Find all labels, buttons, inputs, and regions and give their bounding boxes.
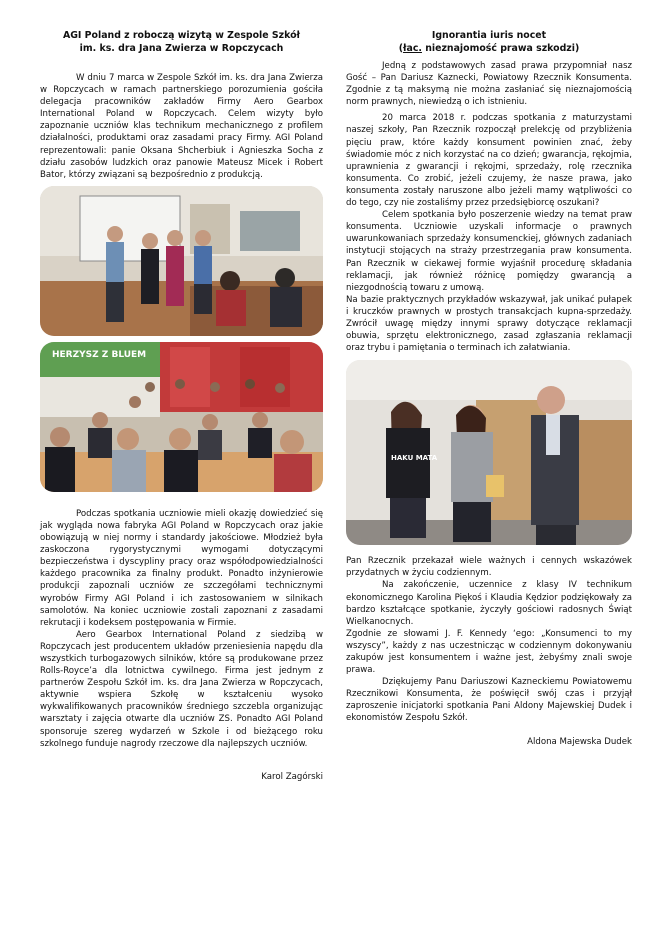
left-author-signature: Karol Zagórski <box>261 771 323 782</box>
right-article-title: Ignorantia iuris nocet (łac. nieznajomość prawa szkodzi) <box>398 30 580 54</box>
classroom-presentation-photo <box>40 186 323 336</box>
students-group-photo <box>40 342 323 492</box>
right-author-signature: Aldona Majewska Dudek <box>527 736 632 747</box>
right-paragraph-2: 20 marca 2018 r. podczas spotkania z maturzystami naszej szkoły, Pan Rzecznik rozpoczął prelekcję od przybliżenia pięciu praw, które każdy konsument powinien znać, żeby świadomie móc z nich korzystać na co dzień; gwarancja, rękojmia, uprawnienia z gwarancji i rękojmi, sprzedaży, rolę rzecznika konsumenta. Co zrobić, jeżeli czujemy, że nasze prawa, jako konsumenta zostały naruszone albo jeżeli mamy wątpliwości co do tego, czy nie zostaliśmy przez przedsiębiorcę oszukani? <box>346 113 632 209</box>
left-paragraph-2: Podczas spotkania uczniowie mieli okazję dowiedzieć się jak wygląda nowa fabryka AGI Poland w Ropczycach oraz jakie obowiązują w niej normy i standardy jakościowe. Młodzież była zaskoczona rygorystycznymi wymogami dotyczącymi bezpieczeństwa i dyscypliny pracy oraz współodpowiedzialności każdego pracownika za finalny produkt. Ponadto inżynierowie produkcji zapoznali uczniów ze szczegółami technicznymi wyrobów Firmy AGI Poland i ich zastosowaniem w silnikach samolotów. Na koniec uczniowie zostali zapoznani z zasadami rekrutacji i kodeksem postępowania w Firmie. <box>40 508 323 628</box>
right-paragraph-1: Jedną z podstawowych zasad prawa przypomniał nasz Gość – Pan Dariusz Kaznecki, Powiatowy Rzecznik Konsumenta. Zgodnie z tą maksymą nie można zasłaniać się nieznajomością norm prawnych, niewiedzą o ich istnieniu. <box>346 61 632 108</box>
right-article <box>346 30 632 747</box>
shirt-text: HAKU MATA <box>391 454 438 463</box>
right-paragraph-7: Zgodnie ze słowami J. F. Kennedy ‘ego: „Konsumenci to my wszyscy”, każdy z nas uczestnicząc w codziennym dokonywaniu zakupów jest konsumentem i ważne jest, żebyśmy znali swoje prawa. <box>346 628 632 676</box>
right-paragraph-6: Na zakończenie, uczennice z klasy IV technikum ekonomicznego Karolina Piękoś i Klaudia Kędzior podziękowały za bardzo kształcące spotkanie, życzyły gościowi radosnych Świąt Wielkanocnych. <box>346 580 632 627</box>
right-paragraph-8: Dziękujemy Panu Dariuszowi Kazneckiemu Powiatowemu Rzecznikowi Konsumenta, że poświęcił swój czas i przyjął zaproszenie inicjatorki spotkania Pani Aldony Majewskiej Dudek i ekonomistów Zespołu Szkół. <box>346 677 632 724</box>
left-paragraph-3: Aero Gearbox International Poland z siedzibą w Ropczycach jest producentem układów przeniesienia napędu dla wszystkich turbogazowych silników, które są produkowane przez Rolls-Royce’a dla lotnictwa cywilnego. Firma jest jednym z partnerów Zespołu Szkół im. ks. dra Jana Zwierza w Ropczycach, aktywnie wspiera Szkołę w kształceniu wysoko wykwalifikowanych pracowników średniego szczebla organizując warsztaty i zajęcia otwarte dla uczniów ZS. Ponadto AGI Poland sponsoruje szereg wydarzeń w Szkole i od bieżącego roku szkolnego funduje nagrody rzeczowe dla najlepszych uczniów. <box>40 629 323 749</box>
right-paragraph-5: Pan Rzecznik przekazał wiele ważnych i cennych wskazówek przydatnych w życiu codziennym. <box>346 556 632 579</box>
banner-text: HERZYSZ Z BLUEM <box>52 349 147 360</box>
left-article <box>40 30 323 782</box>
left-paragraph-1: W dniu 7 marca w Zespole Szkół im. ks. dra Jana Zwierza w Ropczycach w ramach partnerskiego porozumienia gościła delegacja pracowników zakładów Firmy Aero Gearbox International Poland w Ropczycach. Celem wizyty było zapoznanie uczniów klas technikum mechanicznego z profilem działalności, produktami oraz zasadami pracy Firmy. AGI Poland reprezentowali: panie Oksana Shcherbiuk i Agnieszka Socha z działu zasobów ludzkich oraz panowie Mateusz Micek i Robert Bator, którzy związani są bezpośrednio z produkcją. <box>40 73 323 180</box>
right-paragraph-3: Celem spotkania było poszerzenie wiedzy na temat praw konsumenta. Uczniowie uzyskali informacje o prawnych uwarunkowaniach sprzedaży konsumenckiej, głównych zadaniach instytucji stojących na straży przestrzegania praw konsumenta. Pan Rzecznik w ciekawej formie wyjaśnił procedurę składania reklamacji, jak również różnicę pomiędzy gwarancją a niezgodnością towaru z umową. <box>346 210 632 293</box>
left-article-title: AGI Poland z roboczą wizytą w Zespole Szkół im. ks. dra Jana Zwierza w Ropczycach <box>62 30 301 54</box>
right-paragraph-4: Na bazie praktycznych przykładów wskazywał, jak unikać pułapek i kruczków prawnych w prostych transakcjach kupna-sprzedaży. Zwrócił uwagę między innymi sprawy dotyczące reklamacji obuwia, sprzętu elektronicznego, zasad zgłaszania reklamacji oraz trybu i pamiętania o terminach ich załatwiania. <box>346 294 632 354</box>
consumer-advocate-photo <box>346 360 632 545</box>
